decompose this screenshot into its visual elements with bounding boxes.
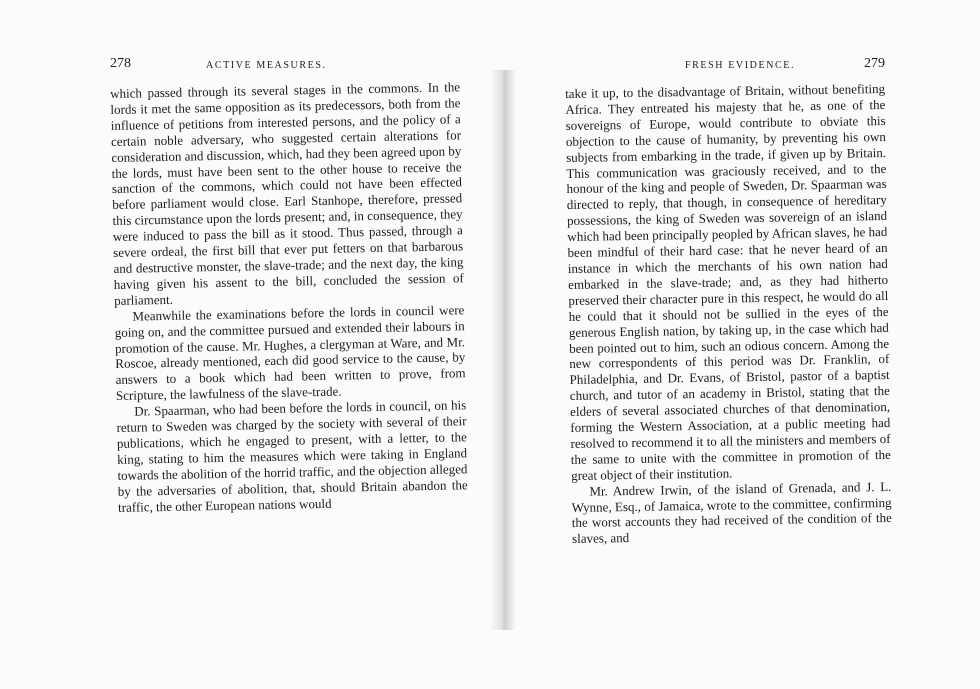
right-page-header — [565, 58, 885, 80]
right-page — [565, 0, 892, 689]
left-page-number: 278 — [110, 56, 131, 71]
left-page-header — [110, 58, 460, 80]
left-running-head: ACTIVE MEASURES. — [206, 60, 327, 71]
paragraph: which passed through its several stages in the commons. In the lords it met the same opposition as its predecessors, both from the influence of petitions from interested persons, and the policy of a certain noble adversary, who suggested certain alterations for consideration and discussion, which, had they been agreed upon by the lords, must have been sent to the other house to receive the sanction of the commons, which could not have been effected before parliament would close. Earl Stanhope, therefore, pressed this circumstance upon the lords present; and, in consequence, they were induced to pass the bill as it stood. Thus passed, through a severe ordeal, the first bill that ever put fetters on that barbarous and destructive monster, the slave-trade; and the next day, the king having given his assent to the bill, concluded the session of parliament. — [110, 79, 464, 308]
left-page-text — [110, 79, 468, 515]
paragraph: Mr. Andrew Irwin, of the island of Grenada, and J. L. Wynne, Esq., of Jamaica, wrote to the committee, confirming the worst accounts they had received of the condition of the slaves, and — [571, 478, 892, 547]
right-page-number: 279 — [864, 56, 885, 71]
right-page-text — [565, 81, 892, 547]
book-gutter-shadow — [490, 70, 516, 630]
paragraph: take it up, to the disadvantage of Britain, without benefiting Africa. They entreated his majesty that he, as one of the sovereigns of Europe, would contribute to obviate this objection to the cause of humanity, by preventing his own subjects from embarking in the trade, if given up by Britain. This communication was graciously received, and to the honour of the king and people of Sweden, Dr. Spaarman was directed to reply, that though, in consequence of hereditary possessions, the king of Sweden was sovereign of an island which had been principally peopled by African slaves, he had been mindful of their hard case: that he never heard of an instance in which the merchants of his own nation had embarked in the slave-trade; and, as they had hitherto preserved their character pure in this respect, he would do all he could that it should not be sullied in the eyes of the generous English nation, by taking up, in the case which had been pointed out to him, such an odious concern. Among the new correspondents of this period was Dr. Franklin, of Philadelphia, and Dr. Evans, of Bristol, pastor of a baptist church, and tutor of an academy in Bristol, stating that the elders of several associated churches of that denomination, forming the Western Association, at a public meeting had resolved to recommend it to all the ministers and members of the same to unite with the committee in promotion of the great object of their institution. — [565, 80, 891, 483]
paragraph: Dr. Spaarman, who had been before the lords in council, on his return to Sweden was charged by the society with several of their publications, which he engaged to present, with a letter, to the king, stating to him the measures which were taking in England towards the abolition of the horrid traffic, and the objection alleged by the adversaries of abolition, that, should Britain abandon the traffic, the other European nations would — [116, 397, 468, 515]
paragraph: Meanwhile the examinations before the lords in council were going on, and the committee pursued and extended their labours in promotion of the cause. Mr. Hughes, a clergyman at Ware, and Mr. Roscoe, already mentioned, each did good service to the cause, by answers to a book which had been written to prove, from Scripture, the lawfulness of the slave-trade. — [114, 301, 466, 404]
left-page — [110, 0, 468, 689]
right-running-head: FRESH EVIDENCE. — [685, 60, 796, 71]
